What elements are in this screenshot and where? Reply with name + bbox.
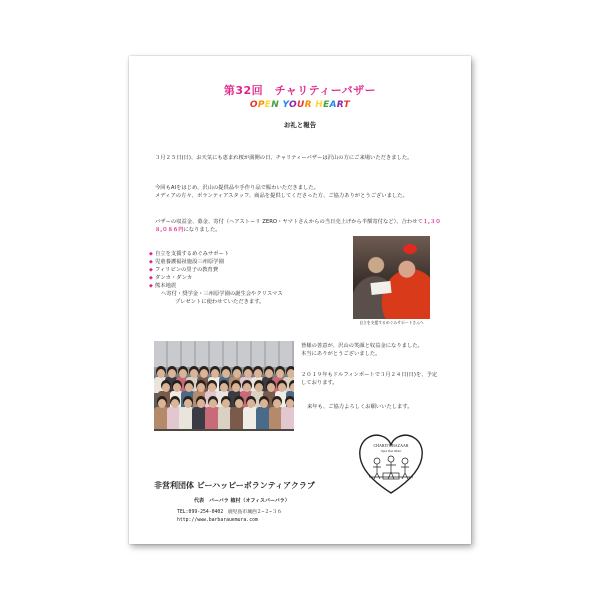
photo-face: [267, 383, 275, 392]
paragraph-thanks: ３月２５日(日)、お天気にも恵まれ桜が満開の日、チャリティーバザーは沢山の方にご来場いただきました。: [155, 155, 413, 161]
next-year-line1: ２０１９年もドルフィンポートで３月２４日(日)を、予定: [301, 372, 438, 378]
subtitle-letter: P: [257, 100, 265, 110]
diamond-bullet-icon: ◆: [149, 275, 153, 281]
photo-flower: [403, 244, 417, 254]
photo-face: [190, 369, 198, 378]
subtitle-letter: R: [336, 100, 344, 110]
logo-text-top: CHARITY BAZAAR: [373, 443, 409, 448]
list-item: [149, 274, 283, 282]
photo-face: [184, 399, 192, 408]
paragraph-items-line1: 今回もAIをはじめ、沢山の提供品や手作り品で賑わいただきました。: [155, 185, 319, 191]
photo-face: [286, 399, 294, 408]
subtitle-letter: T: [343, 100, 351, 110]
paragraph-closing: 来年も、ご協力よろしくお願いいたします。: [307, 404, 413, 410]
photo-face: [222, 399, 230, 408]
support-note-line2: プレゼントに使わせていただきます。: [175, 299, 265, 305]
list-item-label: 児童養護福祉施設三州原学園: [155, 259, 224, 265]
photo-face: [276, 369, 284, 378]
photo-person: [281, 407, 294, 429]
paragraph-next-year: [301, 371, 451, 387]
photo-face: [162, 383, 170, 392]
list-item: [149, 282, 283, 290]
photo-face: [235, 399, 243, 408]
logo-text-sub: Open Your Heart: [380, 449, 402, 453]
document-subtitle: [129, 100, 471, 110]
photo-face: [255, 383, 263, 392]
subtitle-letter: R: [304, 100, 312, 110]
photo-sign: [370, 281, 391, 295]
photo-face: [220, 383, 228, 392]
subtitle-letter: N: [271, 100, 280, 110]
diamond-bullet-icon: ◆: [149, 259, 153, 265]
photo-group-volunteers: [154, 341, 294, 431]
list-item-label: 自立を支援するめぐみサポート: [155, 251, 230, 257]
list-item-label: 熊本地震: [155, 283, 177, 289]
document-title: 第32回 チャリティーバザー: [223, 84, 377, 97]
charity-bazaar-logo: [355, 427, 427, 499]
list-item-label: フィリピンの里子の教育費: [155, 267, 219, 273]
photo-caption: 自立を支援するめぐみサポートさんへ: [359, 320, 424, 325]
photo-face: [273, 399, 281, 408]
photo-face: [179, 369, 187, 378]
subtitle-letter: O: [249, 100, 258, 110]
proceeds-text-before: バザーの収益金、募金、寄付（ヘアストーリ ZERO・ヤマトさんからの当日売上げから半額寄付など）、合わせて: [155, 219, 423, 225]
support-list: [149, 250, 283, 306]
website-url: http://www.barbarauemura.com: [177, 518, 258, 523]
photo-face: [290, 383, 294, 392]
photo-megumi-support: [353, 236, 430, 319]
proceeds-amount: １,３０８,０８６円: [155, 219, 441, 233]
photo-face: [233, 369, 241, 378]
diamond-bullet-icon: ◆: [149, 251, 153, 257]
photo-face: [232, 383, 240, 392]
photo-face: [265, 369, 273, 378]
paragraph-items: [155, 184, 447, 200]
gratitude-line2: 本当にありがとうございました。: [301, 351, 381, 357]
list-item-label: ダンカ・ダンカ: [155, 275, 193, 281]
photo-face: [185, 383, 193, 392]
gratitude-line1: 皆様の善意が、沢山の笑顔と収益金になりました。: [301, 343, 423, 349]
paragraph-items-line2: メディアの方々、ボランティアスタッフ、商品を提供してくださった方、ご協力ありがとうございました。: [155, 193, 408, 199]
diamond-bullet-icon: ◆: [149, 283, 153, 289]
list-item: [149, 258, 283, 266]
subtitle-letter: O: [289, 100, 297, 110]
subtitle-letter: E: [323, 100, 330, 110]
photo-face: [287, 369, 294, 378]
list-item: [149, 266, 283, 274]
photo-crowd: [154, 365, 294, 431]
photo-face: [244, 369, 252, 378]
subtitle-letter: E: [264, 100, 272, 110]
photo-face: [222, 369, 230, 378]
organization-name: 非営利団体 ビーハッピーボランティアクラブ: [154, 481, 315, 490]
paragraph-gratitude: [301, 342, 451, 358]
photo-ceiling: [154, 341, 294, 367]
contact-info: TEL:099-254-0402 鹿児島市城西２−２−３６: [177, 510, 282, 515]
section-heading: お礼と報告: [283, 121, 317, 129]
list-item: [149, 250, 283, 258]
next-year-line2: しております。: [301, 380, 338, 386]
subtitle-letter: Y: [282, 100, 289, 110]
support-note-line1: へ寄付・奨学金・三州原学園の誕生会やクリスマス: [161, 291, 283, 297]
paragraph-proceeds: [155, 218, 447, 234]
subtitle-letter: A: [329, 100, 337, 110]
proceeds-text-after: になりました。: [183, 227, 221, 233]
diamond-bullet-icon: ◆: [149, 267, 153, 273]
subtitle-letter: U: [296, 100, 305, 110]
photo-face: [197, 399, 205, 408]
representative: 代表 バーバラ 植村（オフィスバーバラ）: [194, 498, 290, 504]
photo-face: [197, 383, 205, 392]
subtitle-letter: H: [315, 100, 324, 110]
document-page: [129, 56, 471, 544]
